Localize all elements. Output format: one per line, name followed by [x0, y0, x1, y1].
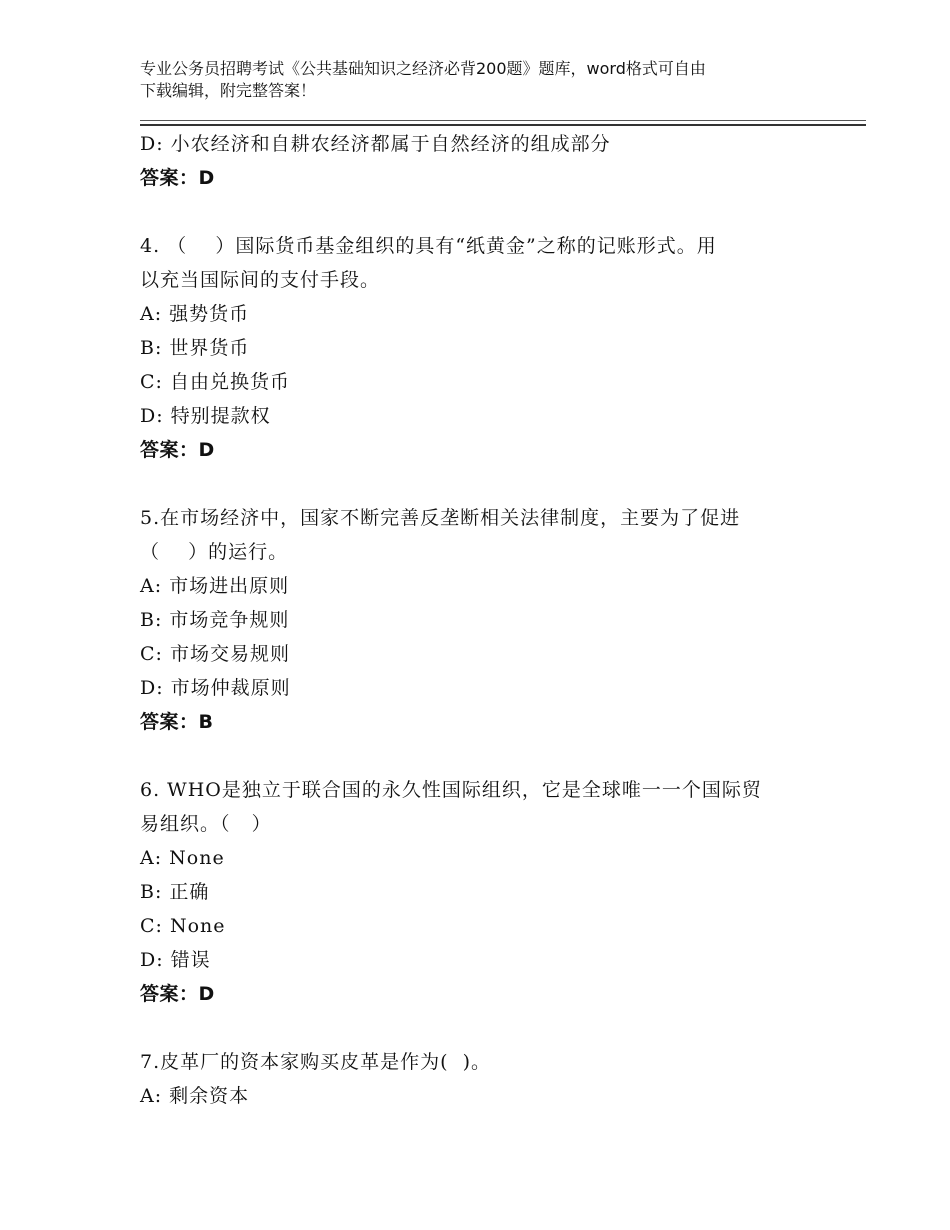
question-stem-cont: （ ）的运行。 [140, 541, 289, 563]
spacer [140, 467, 810, 501]
header-rule-thick [140, 124, 866, 126]
question-stem: 6. WHO是独立于联合国的永久性国际组织，它是全球唯一一个国际贸 [140, 779, 762, 801]
option-c: C: None [140, 915, 226, 937]
header-title-line1: 专业公务员招聘考试《公共基础知识之经济必背200题》题库，word格式可自由 [140, 59, 706, 78]
option-a: A: 强势货币 [140, 303, 250, 325]
question-list [140, 127, 810, 1113]
option-d: D: 特别提款权 [140, 405, 271, 427]
question-5 [140, 501, 810, 739]
option-a: A: 市场进出原则 [140, 575, 290, 597]
question-stem: 5.在市场经济中，国家不断完善反垄断相关法律制度，主要为了促进 [140, 507, 741, 529]
option-c: C: 市场交易规则 [140, 643, 290, 665]
question-3-tail [140, 127, 810, 195]
answer-label: 答案：D [140, 439, 215, 461]
option-c: C: 自由兑换货币 [140, 371, 290, 393]
option-b: B: 世界货币 [140, 337, 250, 359]
option-d: D: 小农经济和自耕农经济都属于自然经济的组成部分 [140, 133, 611, 155]
option-b: B: 市场竞争规则 [140, 609, 290, 631]
answer-label: 答案：D [140, 983, 215, 1005]
option-a: A: 剩余资本 [140, 1085, 250, 1107]
question-stem: 7.皮革厂的资本家购买皮革是作为( )。 [140, 1051, 492, 1073]
spacer [140, 739, 810, 773]
answer-label: 答案：B [140, 711, 214, 733]
question-7 [140, 1045, 810, 1113]
option-d: D: 错误 [140, 949, 211, 971]
answer-label: 答案：D [140, 167, 215, 189]
spacer [140, 1011, 810, 1045]
header-rule-thin [140, 120, 866, 121]
question-stem-cont: 以充当国际间的支付手段。 [140, 269, 381, 291]
question-6 [140, 773, 810, 1011]
question-4 [140, 229, 810, 467]
document-header [140, 58, 820, 102]
option-a: A: None [140, 847, 225, 869]
question-stem-cont: 易组织。（ ） [140, 813, 272, 835]
question-stem: 4. （ ）国际货币基金组织的具有“纸黄金”之称的记账形式。用 [140, 235, 717, 257]
option-d: D: 市场仲裁原则 [140, 677, 291, 699]
header-title-line2: 下载编辑，附完整答案！ [140, 81, 317, 100]
option-b: B: 正确 [140, 881, 210, 903]
spacer [140, 195, 810, 229]
